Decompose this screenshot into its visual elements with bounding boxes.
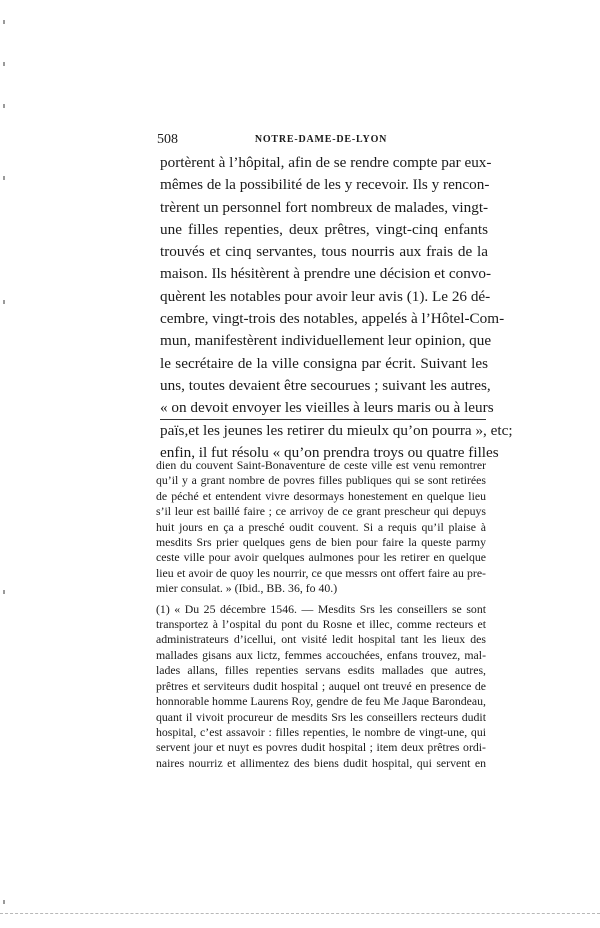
text-line: uns, toutes devaient être secourues ; suivant les autres, (160, 376, 491, 394)
footnote-line: servent jour et nuyt es povres dudit hospital ; item deux prêtres ordi- (156, 740, 486, 755)
margin-speck (3, 104, 5, 108)
footnote-line: quant il vivoit procureur de mesdits Srs les conseillers recteurs dudit (156, 709, 486, 724)
footnote-line: de péché et entendent vivre desormays honestement en quelque lieu (156, 488, 486, 503)
text-line: portèrent à l’hôpital, afin de se rendre compte par eux- (160, 154, 492, 171)
margin-speck (3, 300, 5, 304)
text-line: trouvés et cinq servantes, tous nourris aux frais de la (160, 243, 488, 261)
margin-speck (3, 590, 5, 594)
margin-speck (3, 62, 5, 66)
left-margin-specks (0, 0, 14, 928)
page-header (157, 132, 485, 148)
text-line: mun, manifestèrent individuellement leur opinion, que (160, 332, 492, 350)
body-text (160, 152, 513, 464)
footnote-separator (160, 419, 486, 420)
text-line: païs,et les jeunes les retirer du mieulx qu’on pourra », etc; (160, 421, 513, 439)
footnote-line: mesdits Srs prier quelques gens de bien pour faire la queste parmy (156, 535, 486, 550)
running-title: NOTRE-DAME-DE-LYON (254, 134, 388, 145)
bottom-scan-marks (0, 913, 600, 916)
text-line: enfin, il fut résolu « qu’on prendra troys ou quatre filles (160, 443, 499, 461)
footnote-line: prêtres et serviteurs dudit hospital ; auquel ont treuvé en presence de (156, 678, 486, 693)
text-line: une filles repenties, deux prêtres, vingt-cinq enfants (160, 220, 488, 238)
footnote-line: lieu et avoir de quoy les nourrir, ce que messrs ont offert faire au pre- (156, 565, 486, 580)
footnote-line: (1) « Du 25 décembre 1546. — Mesdits Srs les conseillers se sont (156, 601, 486, 616)
text-line: « on devoit envoyer les vieilles à leurs maris ou à leurs (160, 399, 494, 417)
text-line: le secrétaire de la ville consigna par écrit. Suivant les (160, 354, 488, 372)
footnote-line: qu’il y a grant nombre de povres filles publiques qui se sont retirées (156, 473, 486, 488)
margin-speck (3, 20, 5, 24)
footnote-line: transportez à l’ospital du pont du Rosne et illec, comme recteurs et (156, 617, 486, 632)
text-line: trèrent un personnel fort nombreux de malades, vingt- (160, 198, 489, 216)
footnote-line: huit jours en ça a presché oudit couvent. Si a requis qu’il plaise à (156, 519, 486, 534)
footnote-continued (156, 458, 486, 597)
footnotes (156, 458, 486, 771)
footnote-line: s’il leur est baillé faire ; ce arrivoy de ce grant prescheur qui depuys (156, 504, 486, 519)
margin-speck (3, 900, 5, 904)
footnote-line: hospital, c’est assavoir : filles repenties, le nombre de vingt-une, qui (156, 724, 486, 739)
footnote-line: administrateurs d’icellui, ont visité ledit hospital tant les lieux des (156, 632, 486, 647)
footnote-line: dien du couvent Saint-Bonaventure de ceste ville est venu remontrer (156, 458, 486, 472)
footnote-1 (156, 602, 486, 771)
footnote-line: mier consulat. » (Ibid., BB. 36, fo 40.) (156, 581, 338, 596)
footnote-line: mallades gisans aux lictz, femmes accouchées, enfans trouvez, mal- (156, 647, 486, 662)
footnote-line: honnorable homme Laurens Roy, gendre de feu Me Jaque Barondeau, (156, 694, 486, 709)
margin-speck (3, 176, 5, 180)
page-number: 508 (157, 132, 178, 147)
text-line: maison. Ils hésitèrent à prendre une décision et convo- (160, 265, 492, 283)
footnote-line: ceste ville pour avoir quelques aulmones pour les retirer en quelque (156, 550, 486, 565)
footnote-line: naires nourriz et allimentez des biens dudit hospital, qui servent en (156, 755, 486, 770)
text-line: quèrent les notables pour avoir leur avis (1). Le 26 dé- (160, 287, 491, 305)
text-line: mêmes de la possibilité de les y recevoir. Ils y rencon- (160, 176, 490, 194)
text-line: cembre, vingt-trois des notables, appelés à l’Hôtel-Com- (160, 310, 505, 328)
footnote-line: lades allans, filles repenties servans esdits mallades que autres, (156, 663, 486, 678)
